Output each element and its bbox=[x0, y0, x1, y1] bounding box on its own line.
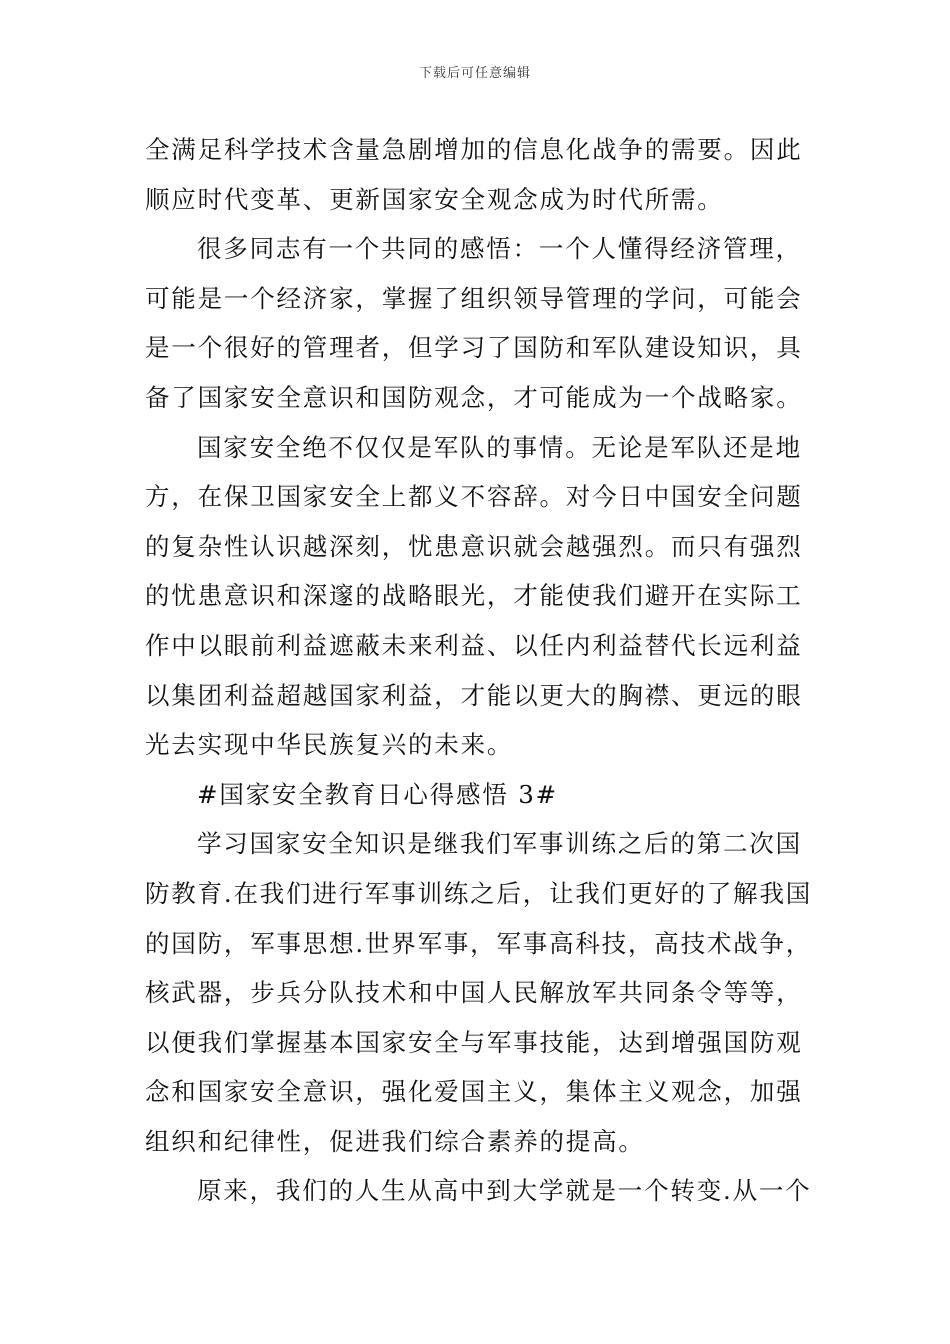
text-line: 全满足科学技术含量急剧增加的信息化战争的需要。因此 bbox=[145, 135, 803, 164]
paragraph-start-line: 原来，我们的人生从高中到大学就是一个转变.从一个 bbox=[197, 1176, 812, 1206]
document-body bbox=[145, 125, 813, 1216]
paragraph-start-line: 学习国家安全知识是继我们军事训练之后的第二次国 bbox=[197, 829, 802, 859]
text-line: 是一个很好的管理者，但学习了国防和军队建设知识，具 bbox=[145, 333, 803, 363]
paragraph-start-line: 国家安全绝不仅仅是军队的事情。无论是军队还是地 bbox=[197, 432, 802, 462]
text-line: 防教育.在我们进行军事训练之后，让我们更好的了解我国 bbox=[145, 878, 813, 908]
text-line: 组织和纪律性，促进我们综合素养的提高。 bbox=[145, 1126, 645, 1156]
text-line: 核武器，步兵分队技术和中国人民解放军共同条令等等， bbox=[145, 978, 803, 1008]
text-line: 作中以眼前利益遮蔽未来利益、以任内利益替代长远利益 bbox=[145, 630, 803, 660]
text-line: 的忧患意识和深邃的战略眼光，才能使我们避开在实际工 bbox=[145, 581, 803, 611]
section-heading: #国家安全教育日心得感悟 3# bbox=[197, 779, 558, 809]
text-line: 顺应时代变革、更新国家安全观念成为时代所需。 bbox=[145, 184, 724, 214]
text-line: 以集团利益超越国家利益，才能以更大的胸襟、更远的眼 bbox=[145, 680, 803, 710]
text-line: 方，在保卫国家安全上都义不容辞。对今日中国安全问题 bbox=[145, 482, 803, 512]
text-line: 的国防，军事思想.世界军事，军事高科技，高技术战争， bbox=[145, 928, 813, 958]
text-line: 以便我们掌握基本国家安全与军事技能，达到增强国防观 bbox=[145, 1027, 803, 1057]
text-line: 的复杂性认识越深刻，忧患意识就会越强烈。而只有强烈 bbox=[145, 531, 803, 561]
text-line: 念和国家安全意识，强化爱国主义，集体主义观念，加强 bbox=[145, 1077, 803, 1107]
text-line: 备了国家安全意识和国防观念，才可能成为一个战略家。 bbox=[145, 382, 803, 412]
page-header: 下载后可任意编辑 bbox=[418, 66, 531, 81]
text-line: 可能是一个经济家，掌握了组织领导管理的学问，可能会 bbox=[145, 283, 803, 313]
text-line: 光去实现中华民族复兴的未来。 bbox=[145, 730, 514, 760]
paragraph-start-line: 很多同志有一个共同的感悟：一个人懂得经济管理， bbox=[197, 234, 802, 264]
